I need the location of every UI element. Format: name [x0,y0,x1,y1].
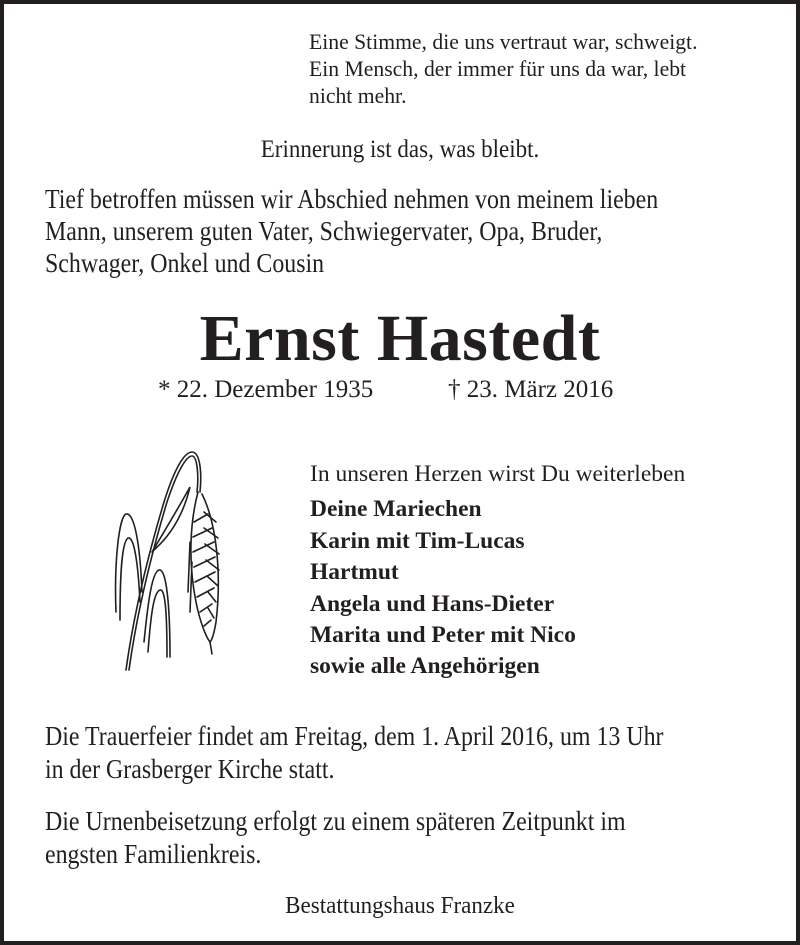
poem-line: nicht mehr. [309,83,407,108]
intro-line: Mann, unserem guten Vater, Schwiegervater, Opa, Bruder, [45,216,603,246]
family-member: Karin mit Tim-Lucas [310,528,525,554]
poem-line: Ein Mensch, der immer für uns da war, lebt [309,56,687,81]
family-member: Deine Mariechen [310,496,482,522]
family-member: Marita und Peter mit Nico [310,622,576,648]
family-member: Hartmut [310,559,399,585]
funeral-info-line: Die Trauerfeier findet am Freitag, dem 1. April 2016, um 13 Uhr [45,721,664,751]
funeral-info-line: in der Grasberger Kirche statt. [45,754,335,784]
death-date: † 23. März 2016 [448,376,614,403]
burial-info-line: Die Urnenbeisetzung erfolgt zu einem späteren Zeitpunkt im [45,806,626,836]
intro-line: Tief betroffen müssen wir Abschied nehmen von meinem lieben [45,184,659,214]
poem-line: Eine Stimme, die uns vertraut war, schweigt. [309,29,698,54]
deceased-name: Ernst Hastedt [199,302,601,375]
burial-info-line: engsten Familienkreis. [45,839,262,869]
wheat-ear-icon [104,442,234,674]
motto: Erinnerung ist das, was bleibt. [260,136,540,163]
funeral-home: Bestattungshaus Franzke [285,893,515,919]
birth-date: * 22. Dezember 1935 [158,376,374,403]
family-member: sowie alle Angehörigen [310,653,540,679]
remembrance-line: In unseren Herzen wirst Du weiterleben [310,461,686,487]
intro-line: Schwager, Onkel und Cousin [45,248,325,278]
family-member: Angela und Hans-Dieter [310,591,555,617]
